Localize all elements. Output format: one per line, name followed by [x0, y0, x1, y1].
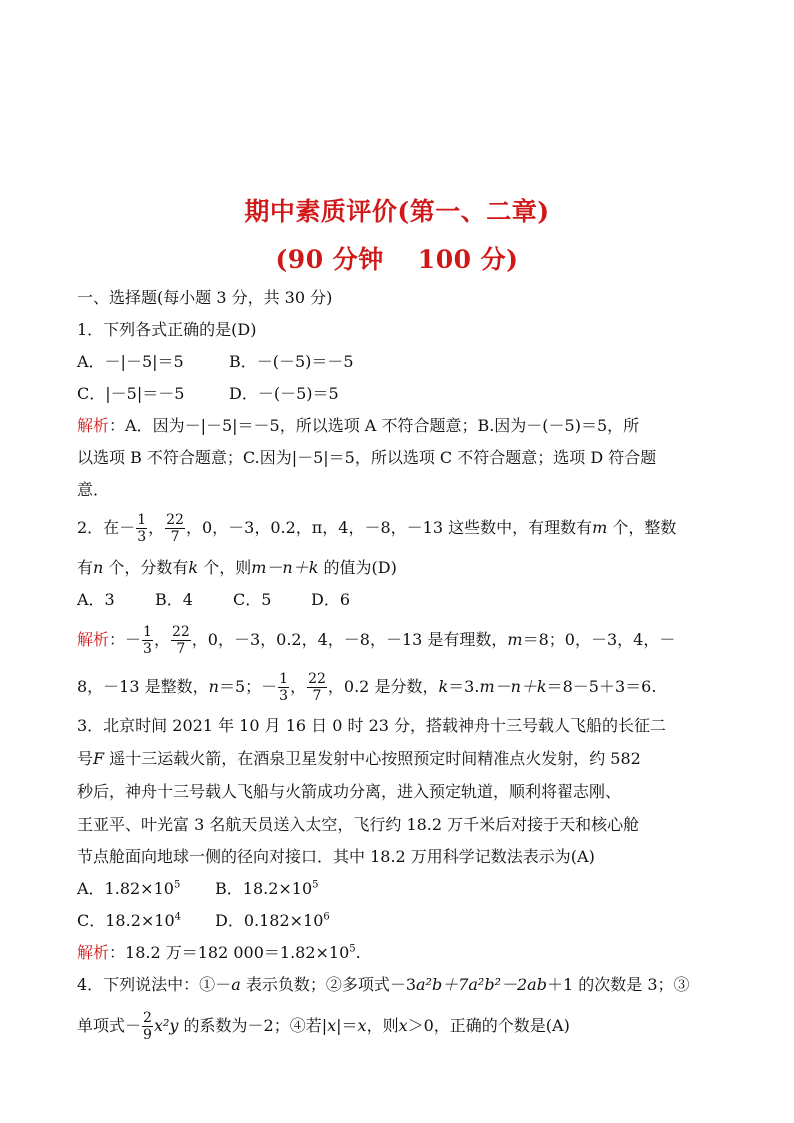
- q3-option-b: [215, 879, 319, 898]
- q4-line2-mid: 的系数为－2；④若|: [178, 1016, 328, 1035]
- var-x: x: [357, 1016, 367, 1035]
- q3-analysis: [77, 942, 361, 964]
- q2-stem-pre: 2．在－: [77, 518, 136, 537]
- q3-option-a-base: A．1.82×10: [77, 879, 174, 898]
- q3-letter-f: F: [93, 749, 105, 768]
- q2-analysis2-pre: 8，－13 是整数，: [77, 677, 209, 696]
- q4-line1-mid: 表示负数；②多项式－3: [240, 975, 417, 994]
- q2-option-b: B．4: [155, 590, 193, 609]
- q4-line2-mid3: ，则: [366, 1016, 399, 1035]
- q1-option-d: D．－(－5)＝5: [229, 384, 339, 403]
- q3-option-a: [77, 878, 215, 900]
- var-m: m: [592, 518, 608, 537]
- var-a: a: [231, 975, 241, 994]
- q2-line2-end: 的值为(D): [318, 558, 397, 577]
- q3-line2-rest: 遥十三运载火箭，在酒泉卫星发射中心按照预定时间精准点火发射，约 582: [104, 749, 641, 768]
- q3-analysis-text: ：18.2 万＝182 000＝1.82×10: [109, 943, 350, 962]
- q2-analysis-fraction-22-7: [171, 624, 191, 657]
- q3-options-row2: [77, 910, 330, 932]
- q3-option-c-base: C．18.2×10: [77, 911, 175, 930]
- subtitle-time: (90 分钟: [275, 245, 384, 274]
- q4-fraction-2-9: [142, 1010, 153, 1043]
- frac-denominator: 3: [137, 529, 147, 545]
- frac-denominator: 9: [143, 1027, 152, 1043]
- q2-sep: ，: [153, 630, 170, 649]
- q1-options-row1: [77, 351, 354, 373]
- q1-analysis-line2: 以选项 B 不符合题意；C.因为|－5|＝5，所以选项 C 不符合题意；选项 D 符合题: [77, 448, 657, 467]
- q3-line2: [77, 748, 641, 770]
- q3-option-c: [77, 910, 215, 932]
- var-k: k: [438, 677, 449, 696]
- q2-analysis-pre: ：－: [109, 630, 142, 649]
- q2-analysis-fraction-one-third: [142, 624, 153, 657]
- q4-line2-mid2: |＝: [336, 1016, 358, 1035]
- frac-numerator: 2: [143, 1010, 152, 1026]
- q2-analysis2-end: ＝3.: [448, 677, 480, 696]
- q4-line1-end: ＋1 的次数是 3；③: [546, 975, 690, 994]
- q3-option-d: [215, 911, 330, 930]
- var-n: n: [93, 558, 104, 577]
- q3-analysis-exp: 5: [349, 943, 356, 955]
- q3-option-b-base: B．18.2×10: [215, 879, 313, 898]
- q1-analysis-line3: 意．: [77, 480, 110, 499]
- q2-expression: m－n＋k: [251, 558, 319, 577]
- var-m: m: [507, 630, 523, 649]
- q2-sep: ，: [290, 677, 307, 696]
- analysis-label: 解析: [77, 943, 110, 962]
- q2-option-a: A．3: [77, 590, 115, 609]
- q3-line1: 3．北京时间 2021 年 10 月 16 日 0 时 23 分，搭载神舟十三号载人飞船的长征二: [77, 716, 667, 735]
- var-n: n: [208, 677, 219, 696]
- page-title: 期中素质评价(第一、二章): [244, 197, 550, 226]
- subtitle-score: 100 分): [417, 245, 519, 274]
- q3-option-c-exp: 4: [174, 911, 182, 923]
- q3-option-d-base: D．0.182×10: [215, 911, 324, 930]
- q2-option-c: C．5: [233, 590, 272, 609]
- q4-line1: [77, 974, 690, 996]
- analysis-label: 解析: [77, 416, 110, 435]
- q2-sep: ，: [148, 518, 165, 537]
- q3-line4: 王亚平、叶光富 3 名航天员送入太空，飞行约 18.2 万千米后对接于天和核心舱: [77, 815, 640, 834]
- q1-option-a: A．－|－5|＝5: [77, 352, 184, 371]
- frac-numerator: 1: [137, 512, 147, 528]
- q2-stem-mid: ，0，－3，0.2，π，4，－8，－13 这些数中，有理数有: [185, 518, 593, 537]
- q2-analysis-line2: [77, 671, 656, 704]
- q1-stem: 1．下列各式正确的是(D): [77, 320, 257, 339]
- q2-fraction-one-third: [136, 512, 147, 545]
- q4-line2-end: ＞0，正确的个数是(A): [407, 1016, 570, 1035]
- page-subtitle: [0, 240, 794, 276]
- q2-line2-pre: 有: [77, 558, 94, 577]
- q1-options-row2: [77, 383, 339, 405]
- q2-stem-end: 个，整数: [607, 518, 677, 537]
- q3-line2-pre: 号: [77, 749, 94, 768]
- q2-analysis-line1: [77, 624, 675, 657]
- q1-option-b: B．－(－5)＝－5: [229, 352, 354, 371]
- q1-option-c: C．|－5|＝－5: [77, 384, 185, 403]
- q3-line3: 秒后，神舟十三号载人飞船与火箭成功分离，进入预定轨道，顺利将翟志刚、: [77, 782, 622, 801]
- frac-denominator: 7: [176, 641, 186, 657]
- frac-denominator: 7: [312, 688, 322, 704]
- q2-option-d: D．6: [311, 590, 351, 609]
- q2-options: [77, 589, 350, 611]
- var-x: x: [327, 1016, 337, 1035]
- q4-polynomial: a²b＋7a²b²－2ab: [416, 975, 547, 994]
- q2-line2-mid2: 个，则: [198, 558, 252, 577]
- var-k: k: [188, 558, 199, 577]
- q2-analysis2-n-val: ＝5；－: [218, 677, 278, 696]
- frac-numerator: 22: [308, 671, 326, 687]
- q2-stem-line1: [77, 512, 676, 545]
- q4-line1-pre: 4．下列说法中：①－: [77, 975, 232, 994]
- q4-line2-pre: 单项式－: [77, 1016, 142, 1035]
- q2-analysis2-result: ＝8－5＋3＝6.: [546, 677, 657, 696]
- q1-analysis-line1: [77, 415, 639, 437]
- q3-option-b-exp: 5: [312, 879, 319, 891]
- frac-numerator: 1: [279, 671, 289, 687]
- q2-analysis2-fraction-22-7: [307, 671, 327, 704]
- analysis-label: 解析: [77, 630, 110, 649]
- q3-analysis-end: .: [355, 943, 361, 962]
- q1-analysis-text1: ：A．因为－|－5|＝－5，所以选项 A 不符合题意；B.因为－(－5)＝5，所: [109, 416, 640, 435]
- frac-denominator: 3: [143, 641, 152, 657]
- q3-line5: 节点舱面向地球一侧的径向对接口．其中 18.2 万用科学记数法表示为(A): [77, 847, 595, 866]
- frac-denominator: 3: [279, 688, 289, 704]
- q2-analysis-mid: ，0，－3，0.2，4，－8，－13 是有理数，: [191, 630, 508, 649]
- q2-analysis2-fraction-one-third: [278, 671, 289, 704]
- q2-analysis2-mid: ，0.2 是分数，: [327, 677, 439, 696]
- q3-options-row1: [77, 878, 319, 900]
- q4-monomial: x²y: [153, 1016, 179, 1035]
- frac-denominator: 7: [170, 529, 180, 545]
- q2-analysis-m-val: ＝8；0，－3，4，－: [522, 630, 676, 649]
- frac-numerator: 22: [166, 512, 184, 528]
- q3-option-a-exp: 5: [173, 879, 181, 891]
- frac-numerator: 1: [143, 624, 152, 640]
- q2-line2-mid1: 个，分数有: [103, 558, 189, 577]
- q2-stem-line2: [77, 557, 397, 579]
- q2-analysis2-expr: m－n＋k: [479, 677, 547, 696]
- section-heading: 一、选择题(每小题 3 分，共 30 分): [77, 288, 333, 307]
- frac-numerator: 22: [171, 624, 190, 640]
- q2-fraction-22-7: [165, 512, 185, 545]
- var-x: x: [398, 1016, 408, 1035]
- q4-line2: [77, 1010, 570, 1043]
- q3-option-d-exp: 6: [323, 911, 330, 923]
